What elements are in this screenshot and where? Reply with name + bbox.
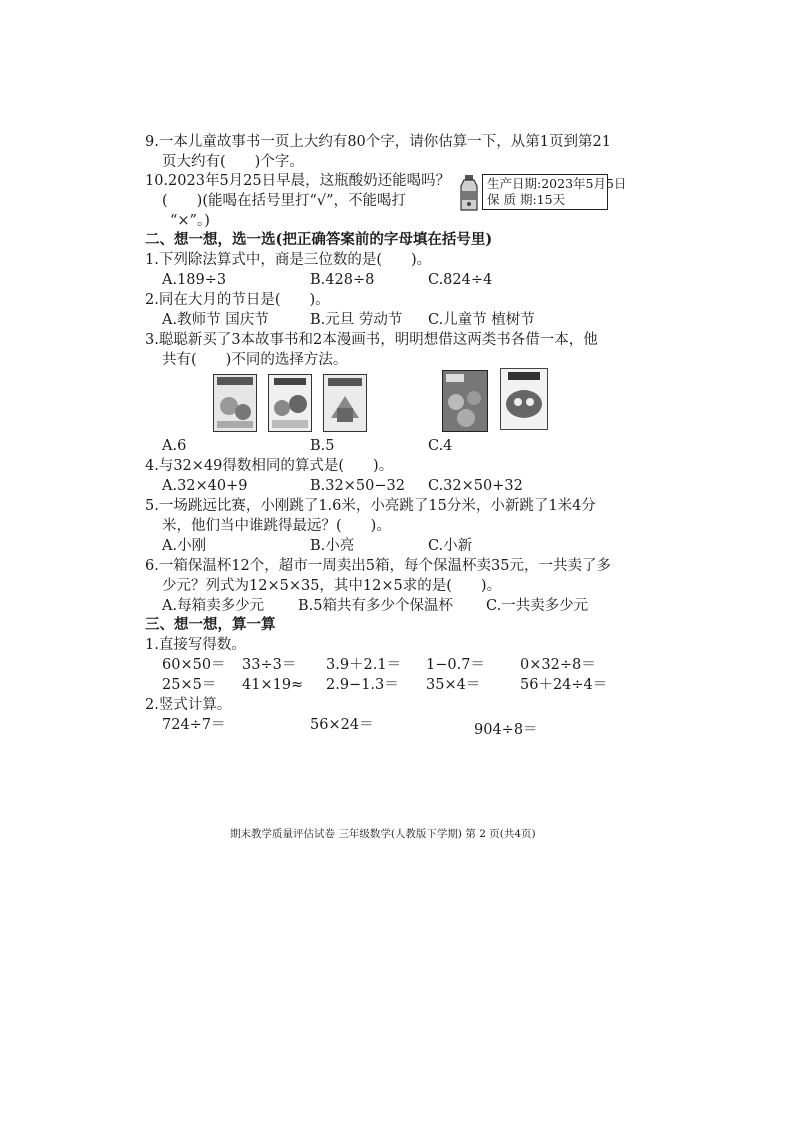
mental-math-item: 2.9−1.3＝ [326, 677, 399, 693]
production-date: 生产日期:2023年5月5日 [487, 176, 627, 191]
s2-q6-option-a: A.每箱卖多少元 [162, 598, 265, 614]
story-book-3-image [323, 374, 367, 432]
mental-math-item: 1−0.7＝ [426, 657, 485, 673]
s2-q3-line2: 共有( )不同的选择方法。 [162, 352, 348, 368]
mental-math-item: 33÷3＝ [242, 657, 297, 673]
s2-q1-option-c: C.824÷4 [428, 272, 493, 288]
s2-q2-option-b: B.元旦 劳动节 [310, 312, 403, 328]
s2-q2-option-a: A.教师节 国庆节 [162, 312, 269, 328]
s2-q1-option-b: B.428÷8 [310, 272, 375, 288]
q10-line3: “×”。) [170, 213, 210, 229]
yogurt-info-box [482, 174, 627, 210]
q10-line1: 10.2023年5月25日早晨，这瓶酸奶还能喝吗？ [145, 173, 451, 189]
mental-math-item: 56＋24÷4＝ [520, 677, 608, 693]
vertical-calc-item: 56×24＝ [310, 717, 374, 733]
s3-sub1-title: 1.直接写得数。 [145, 637, 246, 653]
s2-q1-option-a: A.189÷3 [162, 272, 227, 288]
s2-q2-option-c: C.儿童节 植树节 [428, 312, 535, 328]
page-footer: 期末教学质量评估试卷 三年级数学(人教版下学期) 第 2 页(共4页) [230, 828, 536, 840]
s2-q3-option-b: B.5 [310, 438, 335, 454]
mental-math-item: 35×4＝ [426, 677, 481, 693]
comic-book-2-image [500, 368, 548, 430]
s2-q5-option-a: A.小刚 [162, 538, 207, 554]
s2-q4-option-b: B.32×50−32 [310, 478, 405, 494]
s2-q4-stem: 4.与32×49得数相同的算式是( )。 [145, 458, 394, 474]
section2-title: 二、想一想，选一选(把正确答案前的字母填在括号里) [145, 231, 493, 248]
s2-q3-option-a: A.6 [162, 438, 187, 454]
mental-math-item: 0×32÷8＝ [520, 657, 596, 673]
s2-q5-option-c: C.小新 [428, 538, 473, 554]
s2-q5-line1: 5.一场跳远比赛，小刚跳了1.6米，小亮跳了15分米，小新跳了1米4分 [145, 498, 596, 514]
s2-q3-line1: 3.聪聪新买了3本故事书和2本漫画书，明明想借这两类书各借一本，他 [145, 332, 598, 348]
s2-q3-option-c: C.4 [428, 438, 453, 454]
s2-q5-line2: 米，他们当中谁跳得最远？( )。 [162, 518, 391, 534]
s2-q6-line2: 少元？列式为12×5×35，其中12×5求的是( )。 [162, 578, 502, 594]
q10-line2: ( )(能喝在括号里打“√”，不能喝打 [162, 193, 407, 209]
s2-q4-option-c: C.32×50+32 [428, 478, 523, 494]
section3-title: 三、想一想，算一算 [145, 616, 276, 633]
mental-math-item: 25×5＝ [162, 677, 217, 693]
story-book-1-image [213, 374, 257, 432]
s2-q5-option-b: B.小亮 [310, 538, 355, 554]
vertical-calc-item: 724÷7＝ [162, 717, 226, 733]
shelf-life: 保 质 期:15天 [487, 192, 566, 207]
q9-line2: 页大约有( )个字。 [162, 154, 304, 170]
s2-q1-stem: 1.下列除法算式中，商是三位数的是( )。 [145, 252, 432, 268]
vertical-calc-item: 904÷8＝ [474, 722, 538, 738]
mental-math-item: 41×19≈ [242, 677, 304, 693]
s2-q6-line1: 6.一箱保温杯12个，超市一周卖出5箱，每个保温杯卖35元，一共卖了多 [145, 558, 611, 574]
comic-book-1-image [442, 370, 488, 432]
yogurt-bottle-icon [458, 174, 480, 212]
s2-q2-stem: 2.同在大月的节日是( )。 [145, 292, 330, 308]
q9-line1: 9.一本儿童故事书一页上大约有80个字，请你估算一下，从第1页到第21 [145, 134, 611, 150]
story-book-2-image [268, 374, 312, 432]
s2-q6-option-b: B.5箱共有多少个保温杯 [298, 598, 453, 614]
s2-q4-option-a: A.32×40+9 [162, 478, 248, 494]
mental-math-item: 60×50＝ [162, 657, 226, 673]
mental-math-item: 3.9＋2.1＝ [326, 657, 402, 673]
s3-sub2-title: 2.竖式计算。 [145, 697, 232, 713]
s2-q6-option-c: C.一共卖多少元 [486, 598, 589, 614]
